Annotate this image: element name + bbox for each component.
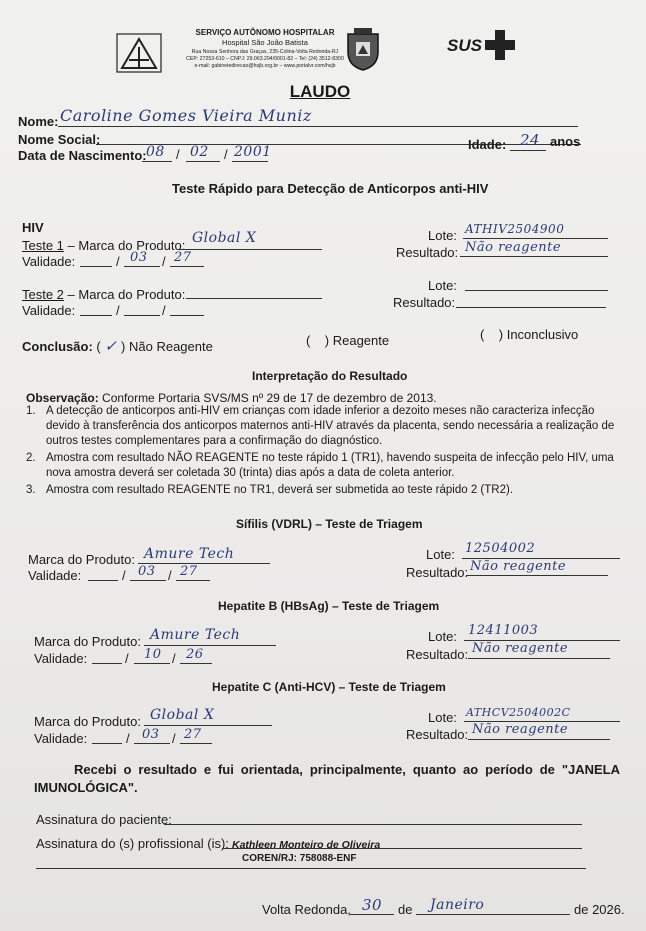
item-3-line-1: Amostra com resultado REAGENTE no TR1, deverá ser submetida ao teste rápido 2 (TR2). <box>46 484 514 496</box>
dob-label: Data de Nascimento: <box>18 148 147 163</box>
hiv-teste1-label: Teste 1 <box>22 238 64 253</box>
professional-signature-line-2 <box>36 868 586 869</box>
item-1-line-3: outros testes complementares para a confirmação do diagnóstico. <box>46 435 383 447</box>
syphilis-year-line <box>176 580 210 581</box>
dob-year: 2001 <box>234 144 272 160</box>
syphilis-brand-label: Marca do Produto: <box>28 552 135 567</box>
hospital-logo-icon <box>116 33 162 73</box>
syphilis-validity-day-line <box>88 580 118 581</box>
hiv-teste1-slash-1: / <box>116 254 120 269</box>
header-org: SERVIÇO AUTÔNOMO HOSPITALAR <box>195 28 335 37</box>
hepb-year-line <box>180 663 212 664</box>
hepc-slash-1: / <box>126 731 130 746</box>
hepc-result-line <box>468 739 610 740</box>
observation-row <box>26 391 437 405</box>
age-label: Idade: <box>468 137 507 152</box>
item-2-line-2: nova amostra deverá ser coletada 30 (trinta) dias após a data de coleta anterior. <box>46 467 455 479</box>
syphilis-result: Não reagente <box>470 559 567 574</box>
hepb-result: Não reagente <box>472 641 569 656</box>
hepb-brand-label: Marca do Produto: <box>34 634 141 649</box>
hiv-teste1-month-line <box>124 266 160 267</box>
conclusion-option-reagente-row: ( ) Reagente <box>306 333 390 348</box>
hepb-year: 26 <box>186 647 204 662</box>
hepb-brand-line <box>144 645 276 646</box>
hiv-teste2-row <box>22 287 185 302</box>
hepb-validity-day-line <box>92 663 122 664</box>
hiv-teste2-result-line <box>456 307 606 308</box>
conclusion-option-nao-reagente: Não Reagente <box>129 339 213 354</box>
syphilis-validity-label: Validade: <box>28 568 82 583</box>
dob-day-line <box>142 161 172 162</box>
hepc-validity-label: Validade: <box>34 731 88 746</box>
hiv-teste1-brand: Global X <box>192 230 257 246</box>
syphilis-title: Sífilis (VDRL) – Teste de Triagem <box>236 517 423 531</box>
syphilis-slash-1: / <box>122 568 126 583</box>
footer-de: de <box>398 902 413 917</box>
conclusion-option-inconclusivo-row: ( ) Inconclusivo <box>480 327 579 342</box>
hiv-label: HIV <box>22 220 44 235</box>
acknowledgement-line-2: IMUNOLÓGICA". <box>34 780 138 795</box>
age-line <box>510 150 546 151</box>
hiv-teste2-slash-2: / <box>162 303 166 318</box>
footer-day-line <box>350 914 394 915</box>
header-address: Rua Nossa Senhora das Graças, 235-Colina-Volta Redonda-RJ <box>191 49 339 55</box>
hiv-teste2-lote-label: Lote: <box>428 278 457 293</box>
hepc-lote-label: Lote: <box>428 710 457 725</box>
hiv-teste1-lote-label: Lote: <box>428 228 457 243</box>
hiv-teste2-year-line <box>170 315 204 316</box>
age-unit: anos <box>550 134 581 149</box>
dob-slash-2: / <box>224 147 228 162</box>
hiv-teste2-slash-1: / <box>116 303 120 318</box>
hiv-teste1-result-label: Resultado: <box>396 245 459 260</box>
syphilis-brand-line <box>138 563 270 564</box>
name-line <box>58 126 578 127</box>
syphilis-slash-2: / <box>168 568 172 583</box>
dob-month: 02 <box>190 144 209 160</box>
hiv-teste1-year-line <box>170 266 204 267</box>
hiv-teste1-validity-day-line <box>80 266 112 267</box>
hiv-teste1-result-line <box>460 256 608 257</box>
stamp-name: Kathleen Monteiro de Oliveira <box>232 839 381 851</box>
conclusion-checkmark: ✓ <box>104 337 118 355</box>
hepb-brand: Amure Tech <box>150 627 241 643</box>
age-value: 24 <box>520 131 541 149</box>
hiv-teste1-validity-label: Validade: <box>22 254 76 269</box>
conclusion-row: Conclusão: ( ✓ ) Não Reagente <box>22 337 213 355</box>
syphilis-lote: 12504002 <box>465 541 536 556</box>
syphilis-month: 03 <box>138 564 156 579</box>
hiv-teste2-month-line <box>124 315 160 316</box>
hepc-brand: Global X <box>150 707 215 723</box>
hepc-title: Hepatite C (Anti-HCV) – Teste de Triagem <box>212 680 446 694</box>
footer-month: Janeiro <box>430 897 485 913</box>
social-name-line <box>96 144 581 145</box>
syphilis-brand: Amure Tech <box>144 546 235 562</box>
hiv-teste1-brand-line <box>178 249 322 250</box>
hiv-teste2-brand-line <box>186 298 322 299</box>
name-label: Nome: <box>18 114 59 129</box>
syphilis-month-line <box>130 580 166 581</box>
hiv-teste1-brand-label: – Marca do Produto: <box>67 238 186 253</box>
hepc-result: Não reagente <box>472 722 569 737</box>
page-title: LAUDO <box>289 82 351 101</box>
conclusion-option-reagente: Reagente <box>332 333 390 348</box>
conclusion-label: Conclusão: <box>22 339 93 354</box>
item-1-line-2: devido à transferência dos anticorpos maternos anti-HIV através da placenta, sendo necessária a realização de <box>46 420 615 432</box>
conclusion-option-inconclusivo: Inconclusivo <box>506 327 579 342</box>
hepc-result-label: Resultado: <box>406 727 469 742</box>
professional-signature-label: Assinatura do (s) profissional (is): <box>36 836 229 851</box>
sus-logo-text: SUS <box>447 36 482 55</box>
hiv-teste2-validity-label: Validade: <box>22 303 76 318</box>
hepb-title: Hepatite B (HBsAg) – Teste de Triagem <box>218 599 440 613</box>
footer-day: 30 <box>362 896 383 914</box>
hepb-validity-label: Validade: <box>34 651 88 666</box>
city-coat-of-arms-icon <box>344 26 382 72</box>
interpretation-title: Interpretação do Resultado <box>252 369 408 383</box>
footer-month-line <box>416 914 570 915</box>
hiv-teste2-validity-day-line <box>80 315 112 316</box>
hiv-teste1-year: 27 <box>174 250 192 265</box>
hiv-teste1-lote-line <box>463 238 608 239</box>
hepc-month-line <box>134 743 170 744</box>
syphilis-lote-label: Lote: <box>426 547 455 562</box>
footer-city: Volta Redonda, <box>262 902 351 917</box>
syphilis-result-label: Resultado: <box>406 565 469 580</box>
stamp-coren: COREN/RJ: 758088-ENF <box>242 853 357 864</box>
dob-year-line <box>232 161 268 162</box>
hiv-teste1-result: Não reagente <box>465 240 562 255</box>
hepb-slash-1: / <box>125 651 129 666</box>
hiv-teste1-slash-2: / <box>162 254 166 269</box>
patient-signature-line <box>164 824 582 825</box>
hepb-lote-label: Lote: <box>428 629 457 644</box>
hepc-lote: ATHCV2504002C <box>466 706 571 719</box>
header-email: e-mail: gabinetedirecao@hsjb.org.br – www.portalvr.com/hsjb <box>194 63 336 69</box>
hiv-teste1-month: 03 <box>130 250 148 265</box>
hepc-brand-line <box>144 725 272 726</box>
hiv-teste1-lote: ATHIV2504900 <box>465 222 565 236</box>
hiv-teste2-result-label: Resultado: <box>393 295 456 310</box>
syphilis-year: 27 <box>180 564 198 579</box>
hepb-slash-2: / <box>172 651 176 666</box>
hepc-month: 03 <box>142 727 160 742</box>
item-3-number: 3. <box>26 484 36 496</box>
syphilis-result-line <box>466 575 608 576</box>
hepc-year-line <box>180 743 212 744</box>
header-hospital: Hospital São João Batista <box>222 38 308 47</box>
hepc-brand-label: Marca do Produto: <box>34 714 141 729</box>
social-name-label: Nome Social: <box>18 132 101 147</box>
sus-cross-icon <box>485 30 515 60</box>
item-1-number: 1. <box>26 405 36 417</box>
name-value: Caroline Gomes Vieira Muniz <box>60 106 312 125</box>
hiv-teste2-lote-line <box>465 290 608 291</box>
item-2-number: 2. <box>26 452 36 464</box>
hepc-validity-day-line <box>92 743 122 744</box>
observation-text: Conforme Portaria SVS/MS nº 29 de 17 de dezembro de 2013. <box>102 391 437 405</box>
item-1-line-1: A detecção de anticorpos anti-HIV em crianças com idade inferior a dezoito meses não caracteriza infecção <box>46 405 595 417</box>
test-title: Teste Rápido para Detecção de Anticorpos anti-HIV <box>172 181 489 196</box>
header-cnpj: CEP: 27253-610 – CNPJ: 29.063.294/0001-82 – Tel: (24) 3512-8300 <box>186 56 344 62</box>
item-2-line-1: Amostra com resultado NÃO REAGENTE no teste rápido 1 (TR1), havendo suspeita de infecção pelo HIV, uma <box>46 452 614 464</box>
hiv-teste1-row <box>22 238 185 253</box>
hepb-result-label: Resultado: <box>406 647 469 662</box>
acknowledgement-line-1: Recebi o resultado e fui orientada, principalmente, quanto ao período de "JANELA <box>74 762 620 777</box>
hepb-month-line <box>134 663 170 664</box>
hiv-teste2-brand-label: – Marca do Produto: <box>67 287 186 302</box>
dob-slash-1: / <box>176 147 180 162</box>
dob-day: 08 <box>146 144 165 160</box>
hiv-teste2-label: Teste 2 <box>22 287 64 302</box>
patient-signature-label: Assinatura do paciente: <box>36 812 172 827</box>
professional-signature-line <box>222 848 582 849</box>
hepc-slash-2: / <box>172 731 176 746</box>
hepb-lote: 12411003 <box>468 623 539 638</box>
hepb-result-line <box>468 658 610 659</box>
dob-month-line <box>186 161 220 162</box>
hepb-month: 10 <box>144 647 162 662</box>
footer-year: de 2026. <box>574 902 625 917</box>
observation-label: Observação: <box>26 391 99 405</box>
hepc-year: 27 <box>184 727 202 742</box>
